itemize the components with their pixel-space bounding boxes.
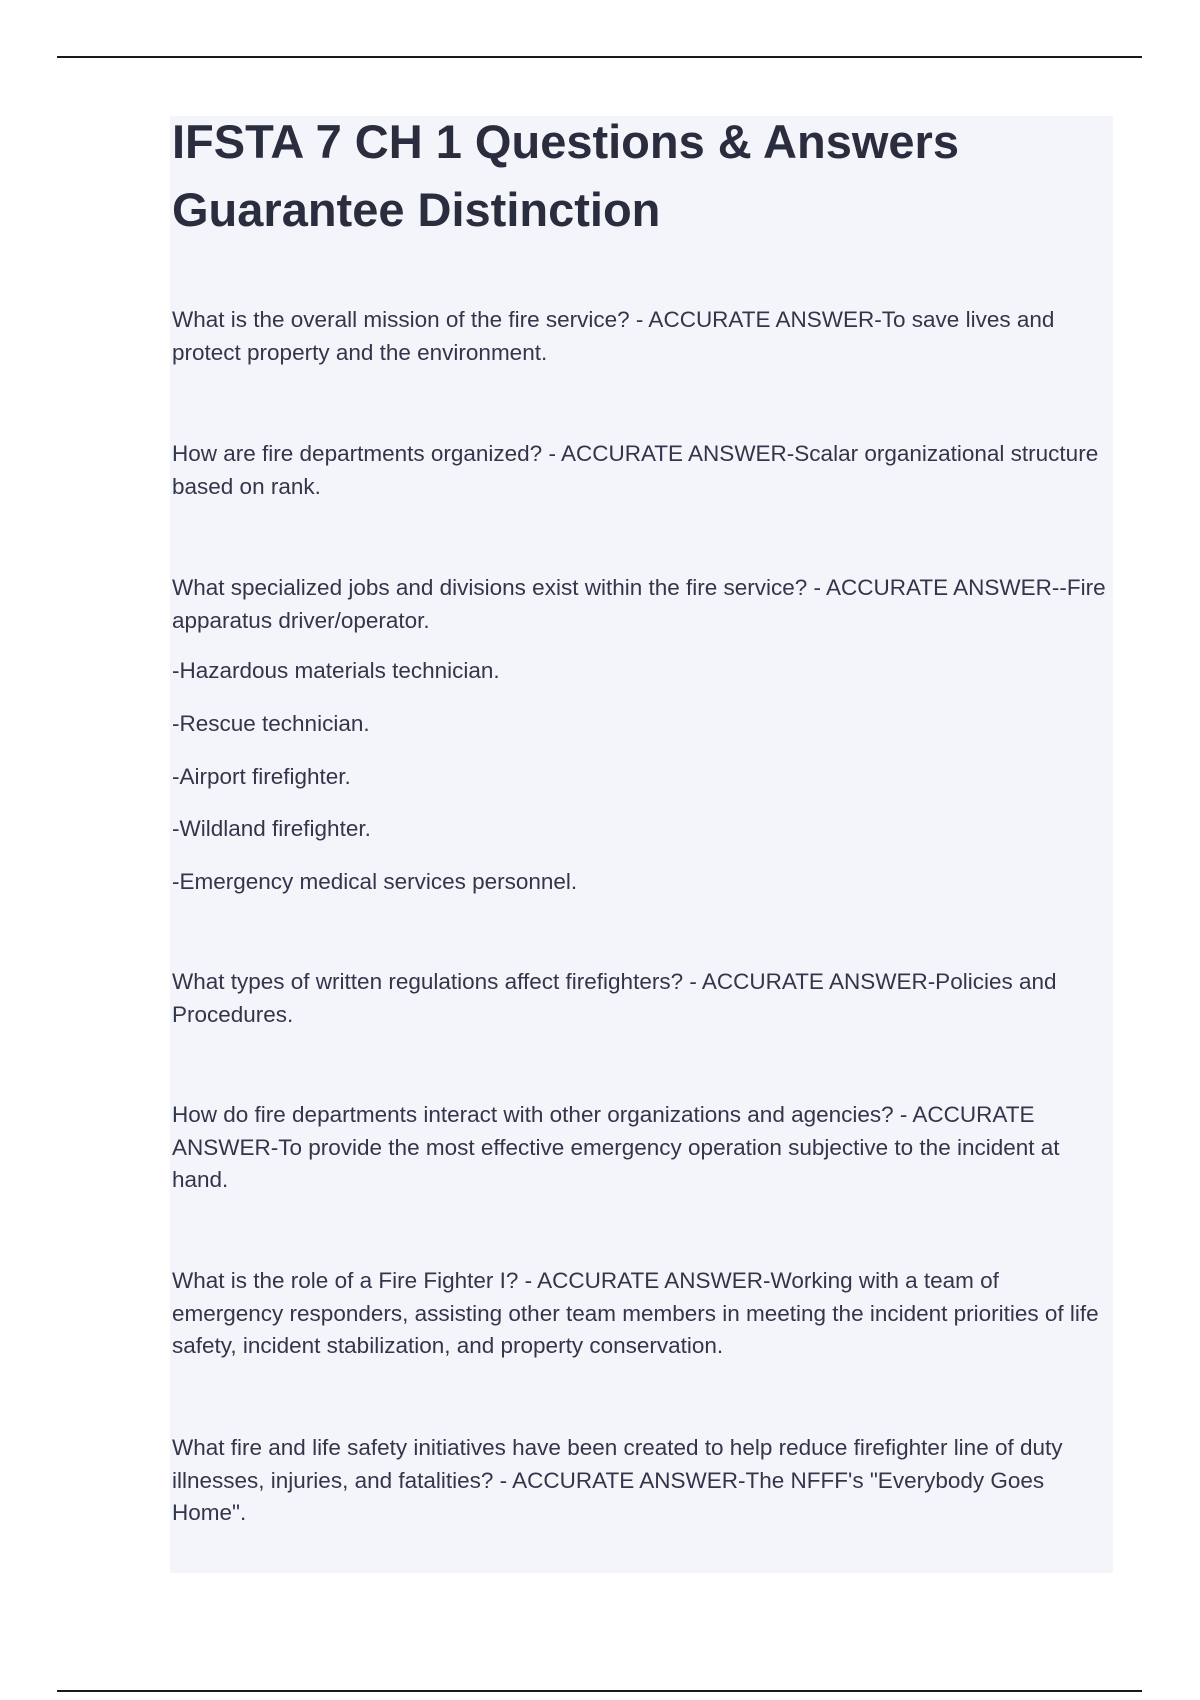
top-divider [57, 56, 1142, 58]
bottom-divider [57, 1690, 1142, 1692]
qa-item-safety-initiatives: What fire and life safety initiatives have been created to help reduce firefighter line of duty illnesses, injuries, and fatalities? - ACCURATE ANSWER-The NFFF's "Everybody Goes Home". [172, 1435, 1063, 1525]
document-title: IFSTA 7 CH 1 Questions & Answers Guarantee Distinction [172, 115, 959, 236]
list-item: -Hazardous materials technician. [172, 658, 500, 683]
list-item: -Airport firefighter. [172, 764, 351, 789]
list-item: -Rescue technician. [172, 711, 370, 736]
qa-item-mission: What is the overall mission of the fire service? - ACCURATE ANSWER-To save lives and protect property and the environment. [172, 307, 1055, 365]
list-item: -Wildland firefighter. [172, 816, 371, 841]
qa-item-fire-fighter-role: What is the role of a Fire Fighter I? - ACCURATE ANSWER-Working with a team of emergency responders, assisting other team members in meeting the incident priorities of life safety, incident stabilization, and property conservation. [172, 1268, 1099, 1358]
qa-item-agencies: How do fire departments interact with other organizations and agencies? - ACCURATE ANSWER-To provide the most effective emergency operation subjective to the incident at hand. [172, 1102, 1060, 1192]
qa-item-organization: How are fire departments organized? - ACCURATE ANSWER-Scalar organizational structure based on rank. [172, 441, 1099, 499]
qa-item-specialized-jobs: What specialized jobs and divisions exist within the fire service? - ACCURATE ANSWER--Fire apparatus driver/operator. [172, 575, 1106, 633]
qa-item-regulations: What types of written regulations affect firefighters? - ACCURATE ANSWER-Policies and Procedures. [172, 969, 1057, 1027]
list-item: -Emergency medical services personnel. [172, 869, 578, 894]
